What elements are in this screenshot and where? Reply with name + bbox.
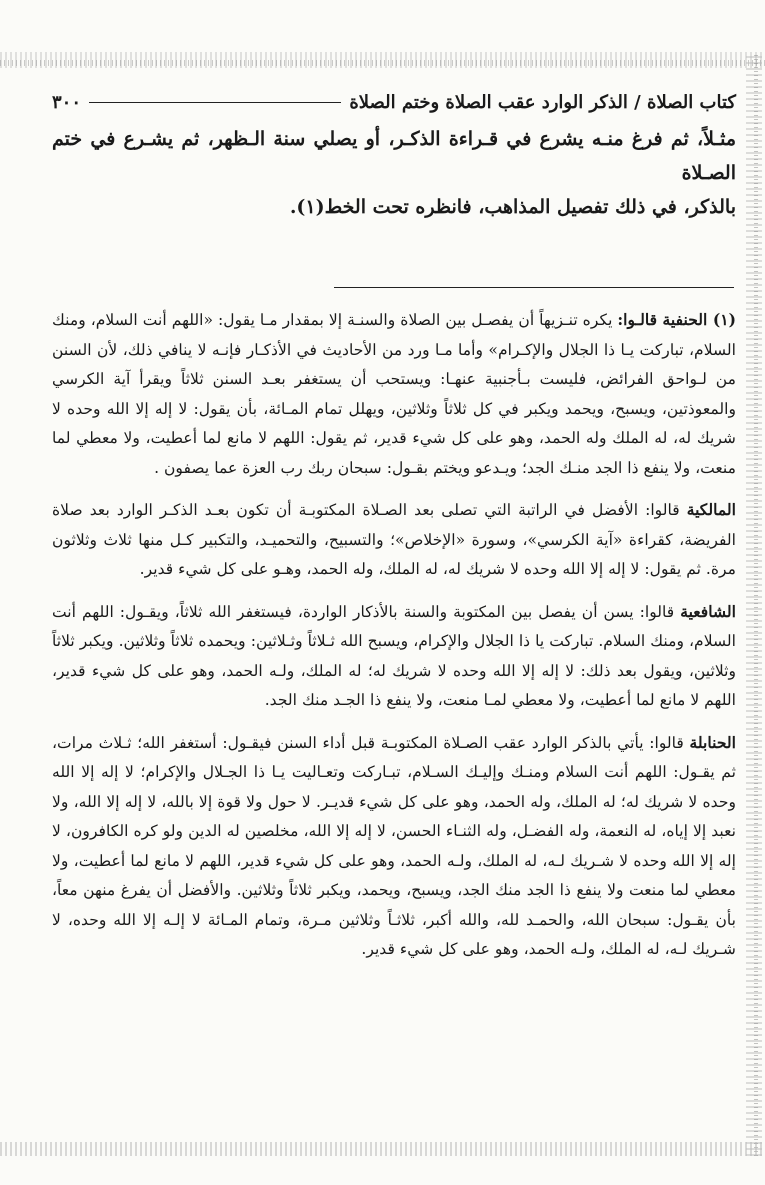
page-body — [52, 88, 736, 224]
running-header — [52, 88, 736, 116]
header-title: كتاب الصلاة / الذكر الوارد عقب الصلاة وختم الصلاة — [349, 91, 736, 113]
decorative-top-border-inner — [0, 60, 765, 66]
footnote-shafii — [52, 597, 736, 716]
footnote-maliki — [52, 495, 736, 585]
header-rule — [89, 102, 341, 103]
decorative-bottom-border — [0, 1142, 765, 1156]
footnote-text: قالوا: يسن أن يفصل بين المكتوبة والسنة بالأذكار الواردة، فيستغفر الله ثلاثاً، ويقـول: اللهم أنت السلام، ومنك السلام. تباركت يا ذا الجلال والإكرام، ويسبح الله ثـلاثاً وثـلاثين: ويحمده ثلاثاً وثلاثين. ويكبر ثلاثاً وثلاثين، ويقول بعد ذلك: لا إله إلا الله وحده لا شريك له؛ له الملك، ولـه الحمد، وهو على كل شيء قدير، اللهم لا مانع لما أعطيت، ولا معطي لمـا منعت، ولا ينفع ذا الجـد منك الجد. — [52, 602, 736, 709]
footnote-hanafi — [52, 305, 736, 483]
footnote-lead: (١) الحنفية قالـوا: — [617, 310, 736, 329]
footnote-lead: الحنابلة — [689, 732, 736, 752]
footnote-lead: المالكية — [686, 500, 736, 519]
footnotes — [52, 305, 736, 977]
main-text — [52, 122, 736, 224]
page-number: ٣٠٠ — [52, 91, 82, 113]
decorative-right-border-inner — [754, 52, 758, 1156]
footnote-lead: الشافعية — [680, 601, 736, 621]
footnote-text: يكره تنـزيهاً أن يفصـل بين الصلاة والسنـة إلا بمقدار مـا يقول: «اللهم أنت السلام، ومنك السلام، تباركت يـا ذا الجلال والإكـرام» وأما مـا ورد من الأحاديث في الأذكـار فإنـه لا ينافي ذلك، لأن السنن من لـواحق الفرائض، فليست بـأجنبية عنهـا: ويستحب أن يستغفر بعـد السنن ثلاثاً ويقرأ آية الكرسي والمعوذتين، ويسبح، ويحمد ويكبر في كل ثلاثاً وثلاثين، ويهلل تمام المـائة، بأن يقول: لا إله إلا الله وحده لا شريك له، له الملك وله الحمد، وهو على كل شيء قدير، ثم يقول: اللهم لا مانع لما أعطيت، ولا معطي لما منعت، ولا ينفع ذا الجد منـك الجد؛ ويـدعو ويختم بقـول: سبحان ربك رب العزة عما يصفون . — [52, 311, 736, 477]
footnote-text: قالوا: يأتي بالذكر الوارد عقب الصـلاة المكتوبـة قبل أداء السنن فيقـول: أستغفر الله؛ ثـلاث مرات، ثم يقـول: اللهم أنت السلام ومنـك وإليـك السـلام، تبـاركت وتعـاليت يـا ذا الجـلال والإكرام؛ لا إله إلا الله وحده لا شريك له؛ له الملك، وله الحمد، وهو على كل شيء قديـر. لا حول ولا قوة إلا بالله، لا إله إلا الله، ولا نعبد إلا إياه، له النعمة، وله الفضـل، وله الثنـاء الحسن، لا إله إلا الله، مخلصين له الدين ولو كره الكافرون، لا إله إلا الله وحده لا شـريك لـه، له الملك، ولـه الحمد، وهو على كل شيء قدير، اللهم لا مانع لما أعطيت، ولا معطي لما منعت ولا ينفع ذا الجد منك الجد، ويسبح، ويحمد، ويكبر ثلاثاً وثلاثين. والأفضل أن يفرغ منهن معاً، بأن يقـول: سبحان الله، والحمـد لله، والله أكبر، ثلاثـاً وثلاثين مـرة، وتمام المـائة لا إلـه إلا الله وحده، لا شـريك لـه، له الملك، ولـه الحمد، وهو على كل شيء قدير. — [52, 733, 736, 958]
footnote-hanbali — [52, 728, 736, 965]
footnote-text: قالوا: الأفضل في الراتبة التي تصلى بعد الصـلاة المكتوبـة أن تكون بعـد الذكـر الوارد بعد صلاة الفريضة، كقراءة «آية الكرسي»، وسورة «الإخلاص»؛ والتسبيح، والتحميـد، والتكبير كـل منها ثلاث وثلاثون مرة. ثم يقول: لا إله إلا الله وحده لا شريك له، له الملك، وله الحمد، وهـو على كل شيء قدير. — [52, 501, 736, 578]
main-line: بالذكر، في ذلك تفصيل المذاهب، فانظره تحت الخط(١). — [289, 196, 736, 218]
main-line: مثـلاً، ثم فرغ منـه يشرع في قـراءة الذكـر، أو يصلي سنة الـظهر، ثم يشـرع في ختم الصـلاة — [52, 128, 736, 184]
footnote-separator — [334, 287, 734, 288]
